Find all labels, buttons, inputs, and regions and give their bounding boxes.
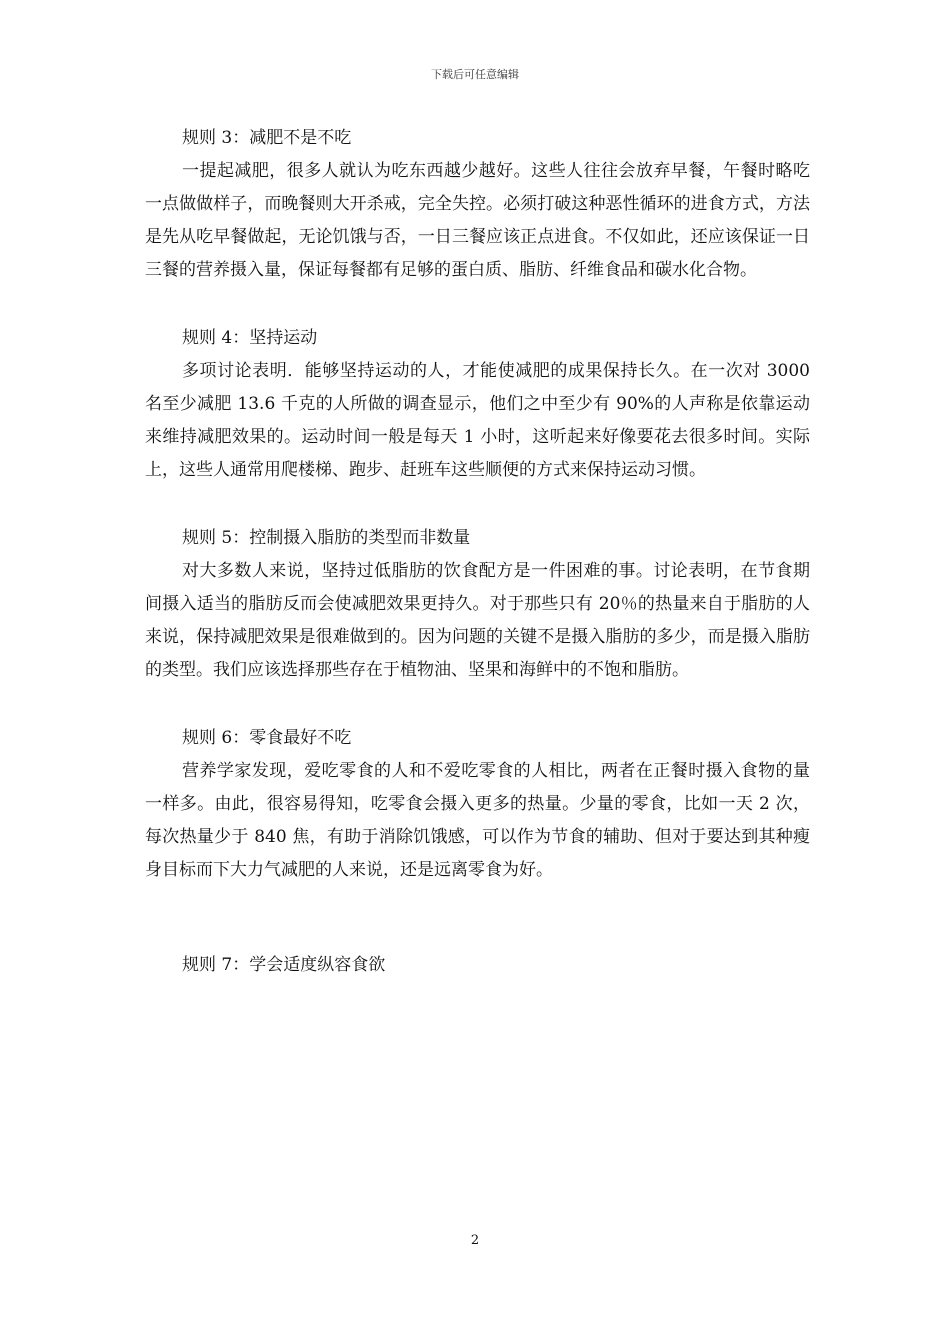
document-body <box>145 122 810 1017</box>
rule-5-section <box>145 522 810 687</box>
rule-3-heading: 规则 3：减肥不是不吃 <box>182 128 352 148</box>
rule-4-heading: 规则 4：坚持运动 <box>182 328 318 348</box>
rule-3-paragraph: 一提起减肥，很多人就认为吃东西越少越好。这些人往往会放弃早餐，午餐时略吃一点做做样子，而晚餐则大开杀戒，完全失控。必须打破这种恶性循环的进食方式，方法是先从吃早餐做起，无论饥饿与否，一日三餐应该正点进食。不仅如此，还应该保证一日三餐的营养摄入量，保证每餐都有足够的蛋白质、脂肪、纤维食品和碳水化合物。 <box>145 161 810 280</box>
rule-5-heading: 规则 5：控制摄入脂肪的类型而非数量 <box>182 528 471 548</box>
page-number: 2 <box>470 1233 480 1248</box>
page-header: 下载后可任意编辑 <box>431 68 519 81</box>
rule-7-section <box>145 949 810 982</box>
rule-7-heading: 规则 7：学会适度纵容食欲 <box>182 955 386 975</box>
rule-6-paragraph: 营养学家发现，爱吃零食的人和不爱吃零食的人相比，两者在正餐时摄入食物的量一样多。由此，很容易得知，吃零食会摄入更多的热量。少量的零食，比如一天 2 次，每次热量少于 840 焦，有助于消除饥饿感，可以作为节食的辅助、但对于要达到其种瘦身目标而下大力气减肥的人来说，还是远离零食为好。 <box>145 761 810 880</box>
rule-6-section <box>145 722 810 887</box>
rule-5-paragraph: 对大多数人来说，坚持过低脂肪的饮食配方是一件困难的事。讨论表明，在节食期间摄入适当的脂肪反而会使减肥效果更持久。对于那些只有 20％的热量来自于脂肪的人来说，保持减肥效果是很难做到的。因为问题的关键不是摄入脂肪的多少，而是摄入脂肪的类型。我们应该选择那些存在于植物油、坚果和海鲜中的不饱和脂肪。 <box>145 561 810 680</box>
rule-3-section <box>145 122 810 287</box>
rule-6-heading: 规则 6：零食最好不吃 <box>182 728 352 748</box>
rule-4-paragraph: 多项讨论表明．能够坚持运动的人，才能使减肥的成果保持长久。在一次对 3000 名至少减肥 13.6 千克的人所做的调查显示，他们之中至少有 90%的人声称是依靠运动来维持减肥效果的。运动时间一般是每天 1 小时，这听起来好像要花去很多时间。实际上，这些人通常用爬楼梯、跑步、赶班车这些顺便的方式来保持运动习惯。 <box>145 361 810 480</box>
rule-4-section <box>145 322 810 487</box>
